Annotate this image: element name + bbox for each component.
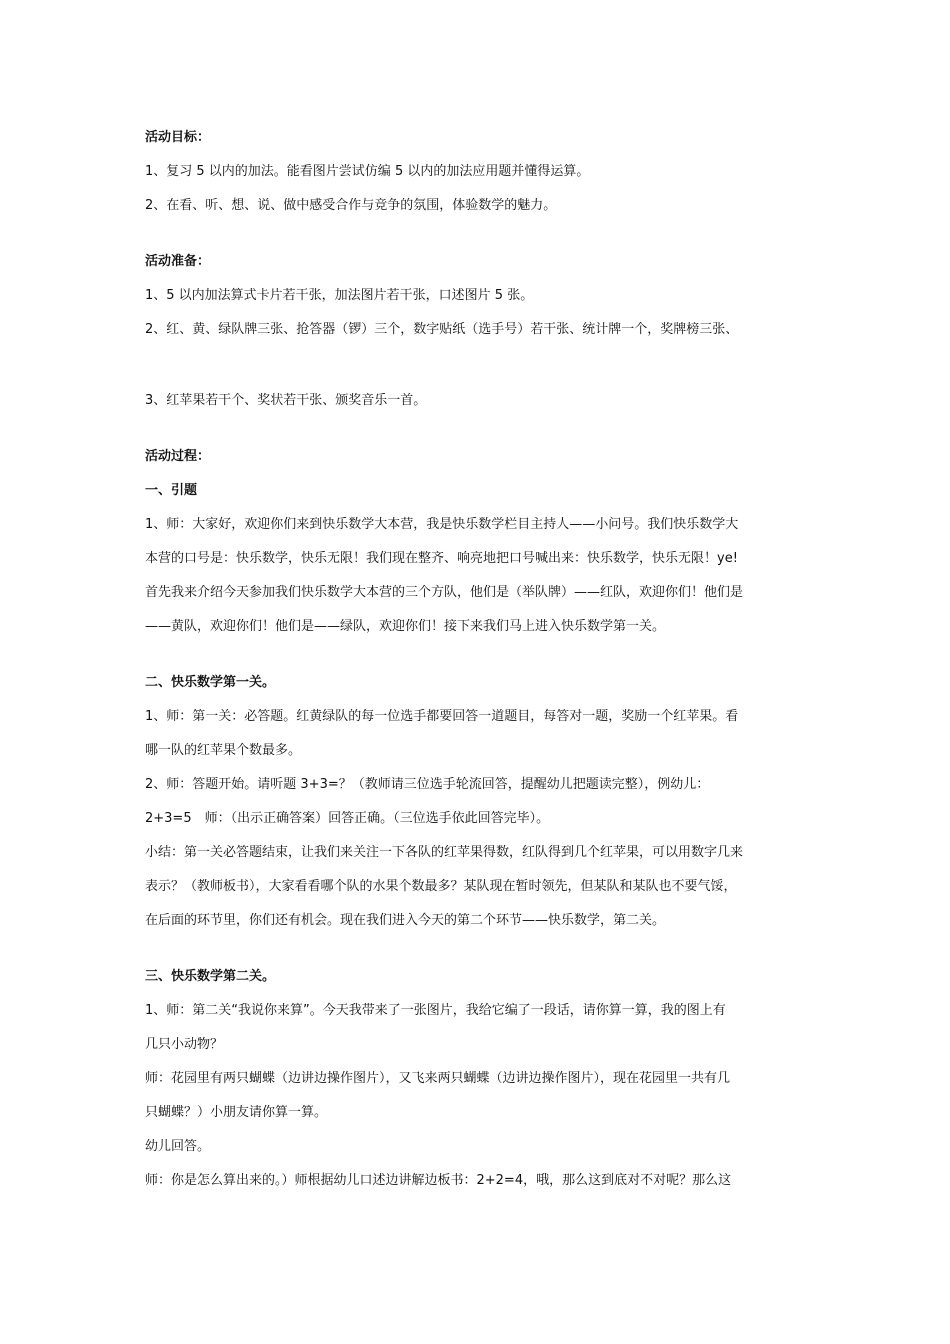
paragraph-line: 3、红苹果若干个、奖状若干张、颁奖音乐一首。	[145, 393, 427, 408]
paragraph-line: 小结：第一关必答题结束，让我们来关注一下各队的红苹果得数，红队得到几个红苹果，可以用数字几来	[145, 845, 744, 860]
paragraph-line: ——黄队，欢迎你们！他们是——绿队，欢迎你们！接下来我们马上进入快乐数学第一关。	[145, 619, 666, 634]
paragraph-line: 2+3=5 师：（出示正确答案）回答正确。（三位选手依此回答完毕）。	[145, 811, 550, 826]
paragraph-line: 2、师：答题开始。请听题 3+3=？（教师请三位选手轮流回答，提醒幼儿把题读完整），例幼儿：	[145, 777, 710, 792]
paragraph-line: 本营的口号是：快乐数学，快乐无限！我们现在整齐、响亮地把口号喊出来：快乐数学，快乐无限！ye!	[145, 551, 738, 566]
paragraph-line: 首先我来介绍今天参加我们快乐数学大本营的三个方队，他们是（举队牌）——红队，欢迎你们！他们是	[145, 585, 744, 600]
paragraph-line: 师：你是怎么算出来的。）师根据幼儿口述边讲解边板书：2+2=4，哦，那么这到底对不对呢？那么这	[145, 1173, 732, 1188]
paragraph-line: 表示？（教师板书），大家看看哪个队的水果个数最多？某队现在暂时领先，但某队和某队也不要气馁，	[145, 879, 737, 894]
paragraph-line: 在后面的环节里，你们还有机会。现在我们进入今天的第二个环节——快乐数学，第二关。	[145, 913, 666, 928]
paragraph-line: 师：花园里有两只蝴蝶（边讲边操作图片），又飞来两只蝴蝶（边讲边操作图片），现在花园里一共有几	[145, 1071, 731, 1086]
paragraph-line: 只蝴蝶？）小朋友请你算一算。	[145, 1105, 328, 1120]
paragraph-line: 1、师：大家好，欢迎你们来到快乐数学大本营，我是快乐数学栏目主持人——小问号。我们快乐数学大	[145, 517, 739, 532]
paragraph-line: 2、红、黄、绿队牌三张、抢答器（锣）三个，数字贴纸（选手号）若干张、统计牌一个，奖牌榜三张、	[145, 322, 739, 337]
paragraph-line: 1、复习 5 以内的加法。能看图片尝试仿编 5 以内的加法应用题并懂得运算。	[145, 164, 590, 179]
paragraph-line: 1、师：第一关：必答题。红黄绿队的每一位选手都要回答一道题目，每答对一题，奖励一个红苹果。看	[145, 709, 739, 724]
paragraph-line: 几只小动物？	[145, 1037, 224, 1052]
section-heading-process: 活动过程：	[145, 449, 211, 464]
paragraph-line: 1、5 以内加法算式卡片若干张，加法图片若干张，口述图片 5 张。	[145, 288, 534, 303]
section-heading-preparation: 活动准备：	[145, 254, 211, 269]
paragraph-line: 幼儿回答。	[145, 1139, 211, 1154]
section-heading-goals: 活动目标：	[145, 130, 211, 145]
paragraph-line: 2、在看、听、想、说、做中感受合作与竞争的氛围，体验数学的魅力。	[145, 198, 557, 213]
subsection-heading: 三、快乐数学第二关。	[145, 969, 276, 984]
subsection-heading: 二、快乐数学第一关。	[145, 675, 276, 690]
subsection-heading: 一、引题	[145, 483, 198, 498]
paragraph-line: 哪一队的红苹果个数最多。	[145, 743, 302, 758]
paragraph-line: 1、师：第二关“我说你来算”。今天我带来了一张图片，我给它编了一段话，请你算一算，我的图上有	[145, 1003, 726, 1018]
